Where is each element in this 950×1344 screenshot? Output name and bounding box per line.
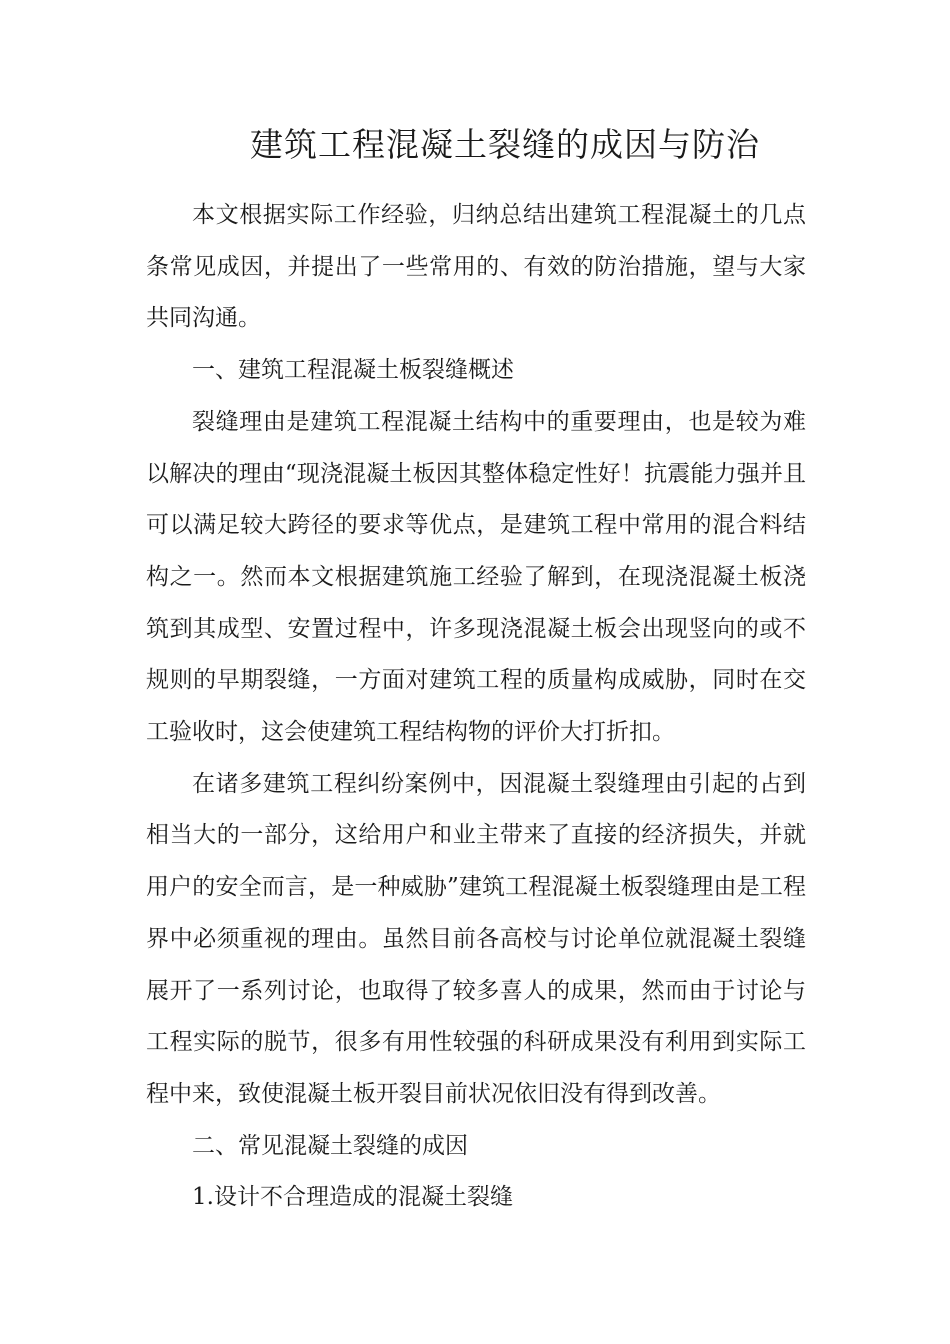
dispute-paragraph: 在诸多建筑工程纠纷案例中，因混凝土裂缝理由引起的占到相当大的一部分，这给用户和业主带来了直接的经济损失，并就用户的安全而言，是一种威胁”建筑工程混凝土板裂缝理由是工程界中必须重视的理由。虽然目前各高校与讨论单位就混凝土裂缝展开了一系列讨论，也取得了较多喜人的成果，然而由于讨论与工程实际的脱节，很多有用性较强的科研成果没有利用到实际工程中来，致使混凝土板开裂目前状况依旧没有得到改善。: [146, 770, 806, 1107]
section-heading-causes: 二、常见混凝土裂缝的成因: [192, 1132, 468, 1159]
subsection-heading-design: 1.设计不合理造成的混凝土裂缝: [192, 1184, 513, 1211]
document-body: [146, 190, 806, 1224]
intro-paragraph: 本文根据实际工作经验，归纳总结出建筑工程混凝土的几点条常见成因，并提出了一些常用的、有效的防治措施，望与大家共同沟通。: [146, 202, 806, 332]
document-title: 建筑工程混凝土裂缝的成因与防治: [250, 125, 760, 164]
section-heading-overview: 一、建筑工程混凝土板裂缝概述: [192, 357, 514, 384]
overview-paragraph: 裂缝理由是建筑工程混凝土结构中的重要理由，也是较为难以解决的理由“现浇混凝土板因其整体稳定性好！抗震能力强并且可以满足较大跨径的要求等优点，是建筑工程中常用的混合料结构之一。然而本文根据建筑施工经验了解到，在现浇混凝土板浇筑到其成型、安置过程中，许多现浇混凝土板会出现竖向的或不规则的早期裂缝，一方面对建筑工程的质量构成威胁，同时在交工验收时，这会使建筑工程结构物的评价大打折扣。: [146, 408, 806, 746]
